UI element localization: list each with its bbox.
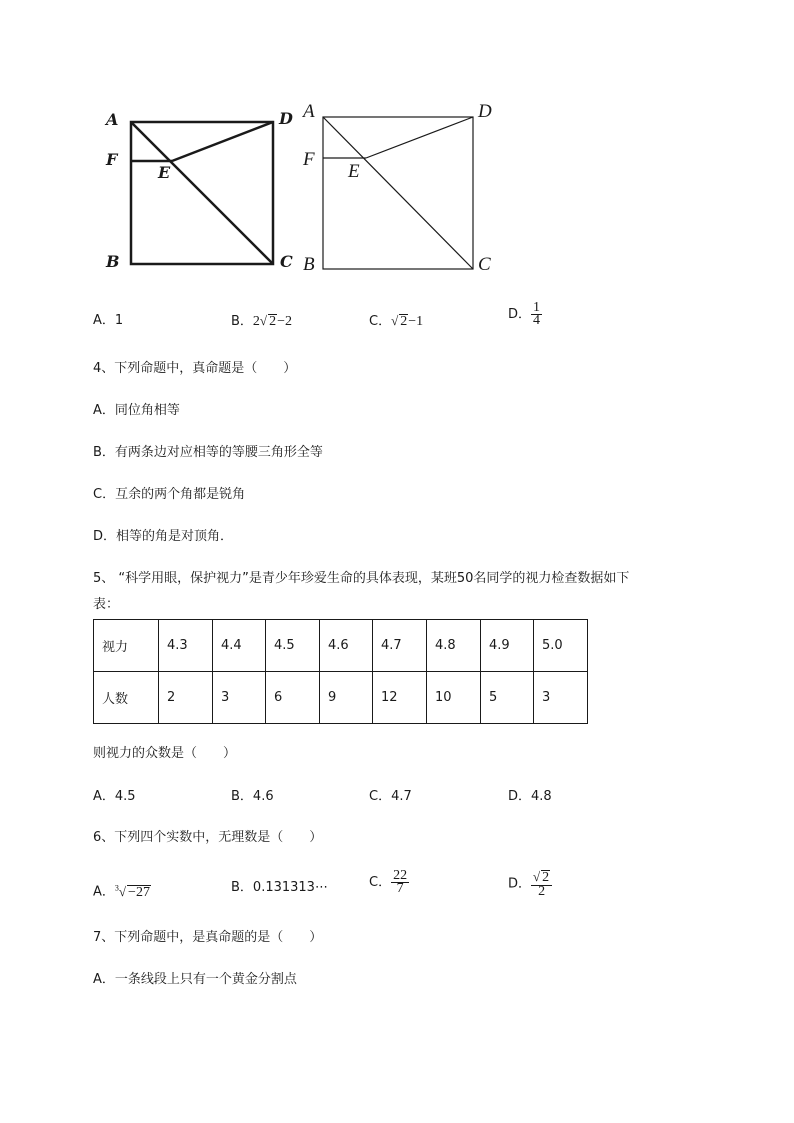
q5-stem-line1: 5、 “科学用眼，保护视力”是青少年珍爱生命的具体表现，某班50名同学的视力检查数据如下 <box>93 571 630 586</box>
label-f: F <box>106 150 118 169</box>
table-cell: 9 <box>320 672 373 724</box>
q6-stem: 6、下列四个实数中，无理数是（ ） <box>93 830 323 845</box>
figure-square-thin <box>300 105 500 275</box>
label-d: D <box>478 101 492 122</box>
q6-option-d[interactable]: D． $\frac{√ 2}{2}$ <box>508 870 552 898</box>
segment-ed <box>366 117 473 158</box>
q3-option-d[interactable]: D． $\frac{1}{4}$ <box>508 300 541 328</box>
table-cell: 2 <box>159 672 213 724</box>
q3-option-c[interactable]: C．√ 2−1 <box>369 313 424 329</box>
q6-option-c[interactable]: C． $\frac{22}{7}$ <box>369 868 408 896</box>
diagonal-ac <box>131 122 273 264</box>
q4-stem: 4、下列命题中，真命题是（ ） <box>93 361 297 376</box>
q5-option-a[interactable]: A．4.5 <box>93 789 136 804</box>
q5-stem-line2: 表： <box>93 597 120 612</box>
table-cell: 4.5 <box>266 620 320 672</box>
table-row <box>94 672 588 724</box>
label-a: A <box>106 110 119 129</box>
q5-option-b[interactable]: B．4.6 <box>231 789 274 804</box>
label-c: C <box>280 252 293 271</box>
label-c: C <box>478 254 491 275</box>
q4-option-a[interactable]: A．同位角相等 <box>93 403 180 418</box>
q6-option-a[interactable]: A．$^3$√ −27 <box>93 883 150 900</box>
table-cell: 12 <box>373 672 427 724</box>
label-e: E <box>158 163 171 182</box>
table-cell: 4.9 <box>481 620 534 672</box>
table-cell: 3 <box>213 672 266 724</box>
label-f: F <box>303 149 315 170</box>
label-d: D <box>279 109 293 128</box>
table-cell: 10 <box>427 672 481 724</box>
q7-stem: 7、下列命题中，是真命题的是（ ） <box>93 930 323 945</box>
q4-option-d[interactable]: D．相等的角是对顶角． <box>93 529 234 544</box>
q7-option-a[interactable]: A．一条线段上只有一个黄金分割点 <box>93 972 297 987</box>
q5-option-d[interactable]: D．4.8 <box>508 789 552 804</box>
table-cell: 4.7 <box>373 620 427 672</box>
table-cell: 4.6 <box>320 620 373 672</box>
diagonal-ac <box>323 117 473 269</box>
table-header-cell: 人数 <box>94 672 159 724</box>
table-header-cell: 视力 <box>94 620 159 672</box>
table-cell: 5.0 <box>534 620 588 672</box>
q3-option-a[interactable]: A．1 <box>93 313 124 328</box>
q6-option-b[interactable]: B．0.131313⋯ <box>231 880 328 895</box>
label-e: E <box>348 161 360 182</box>
label-b: B <box>106 252 120 271</box>
table-cell: 4.8 <box>427 620 481 672</box>
table-cell: 4.3 <box>159 620 213 672</box>
table-cell: 3 <box>534 672 588 724</box>
q5-question: 则视力的众数是（ ） <box>93 746 237 761</box>
table-cell: 5 <box>481 672 534 724</box>
label-b: B <box>303 254 315 275</box>
q4-option-c[interactable]: C．互余的两个角都是锐角 <box>93 487 246 502</box>
q4-option-b[interactable]: B．有两条边对应相等的等腰三角形全等 <box>93 445 323 460</box>
table-cell: 6 <box>266 672 320 724</box>
label-a: A <box>303 101 315 122</box>
vision-data-table <box>93 619 588 724</box>
q3-option-b[interactable]: B．2√ 2−2 <box>231 313 292 329</box>
segment-ed <box>172 122 273 161</box>
figure-square-bold <box>100 105 300 275</box>
table-row <box>94 620 588 672</box>
q5-option-c[interactable]: C．4.7 <box>369 789 412 804</box>
table-cell: 4.4 <box>213 620 266 672</box>
